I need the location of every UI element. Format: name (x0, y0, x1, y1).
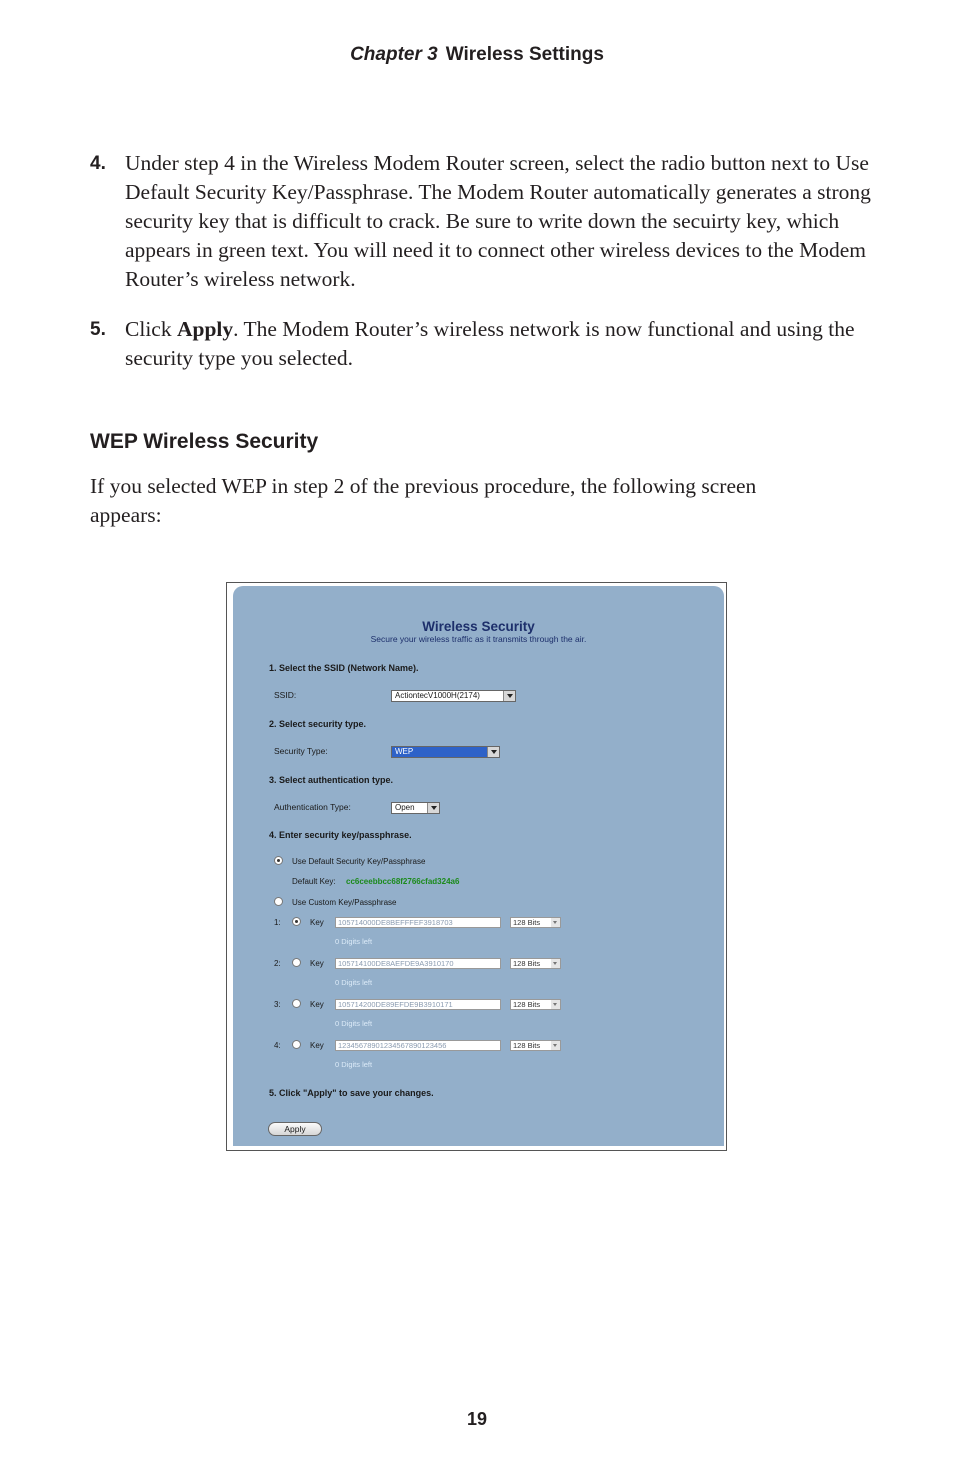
security-type-label: Security Type: (274, 746, 328, 756)
chapter-label: Chapter 3 (350, 44, 438, 65)
key-3-digits-left: 0 Digits left (335, 1019, 373, 1028)
key-4-digits-left: 0 Digits left (335, 1060, 373, 1069)
custom-key-option-label: Use Custom Key/Passphrase (292, 898, 397, 907)
step3-heading: 3. Select authentication type. (269, 775, 394, 785)
chevron-down-icon[interactable] (503, 691, 515, 701)
key-index: 3: (274, 1000, 281, 1009)
section-heading: WEP Wireless Security (90, 430, 319, 453)
key-4-input[interactable]: 12345678901234567890123456 (335, 1040, 501, 1051)
bits-value: 128 Bits (513, 918, 541, 927)
key-1-digits-left: 0 Digits left (335, 937, 373, 946)
step-4 (90, 149, 880, 294)
chapter-title: Wireless Settings (445, 44, 604, 65)
key-index: 1: (274, 918, 281, 927)
auth-type-label: Authentication Type: (274, 802, 351, 812)
bits-value: 128 Bits (513, 1041, 541, 1050)
chevron-down-icon[interactable] (551, 959, 560, 968)
default-key-radio[interactable] (274, 856, 283, 865)
step2-heading: 2. Select security type. (269, 719, 367, 729)
ssid-label: SSID: (274, 690, 297, 700)
bits-value: 128 Bits (513, 959, 541, 968)
key-3-input[interactable]: 105714200DE89EFDE9B3910171 (335, 999, 501, 1010)
auth-type-select[interactable] (391, 802, 440, 814)
step-5 (90, 315, 880, 373)
key-3-bits-select[interactable] (510, 999, 561, 1010)
running-header (0, 44, 954, 66)
panel-subtitle: Secure your wireless traffic as it transmits through the air. (370, 634, 587, 644)
step5-heading: 5. Click "Apply" to save your changes. (269, 1088, 434, 1098)
key-4-radio[interactable] (292, 1040, 301, 1049)
key-1-input[interactable]: 105714000DE8BEFFFEF3918703 (335, 917, 501, 928)
bits-value: 128 Bits (513, 1000, 541, 1009)
security-type-value: WEP (395, 747, 414, 756)
custom-key-radio[interactable] (274, 897, 283, 906)
wireless-security-panel (233, 586, 724, 1146)
step-text: Under step 4 in the Wireless Modem Router screen, select the radio button next to Use Default Security Key/Passphrase. The Modem Router automatically generates a strong security key that is difficult to crack. Be sure to write down the secuirty key, which appears in green text. You will need it to connect other wireless devices to the Modem Router’s wireless network. (125, 151, 871, 291)
page-number: 19 (466, 1409, 488, 1429)
key-2-input[interactable]: 105714100DE8AEFDE9A3910170 (335, 958, 501, 969)
security-type-select[interactable] (391, 746, 500, 758)
key-index: 4: (274, 1041, 281, 1050)
step-text (125, 315, 880, 373)
apply-button[interactable]: Apply (268, 1122, 322, 1136)
ssid-select[interactable] (391, 690, 516, 702)
step-text-prefix: Click (125, 317, 177, 341)
default-key-value: cc6ceebbcc68f2766cfad324a6 (346, 877, 460, 886)
step-number: 5. (90, 319, 106, 340)
chevron-down-icon[interactable] (551, 1000, 560, 1009)
key-label: Key (310, 918, 324, 927)
step1-heading: 1. Select the SSID (Network Name). (269, 663, 419, 673)
step4-heading: 4. Enter security key/passphrase. (269, 830, 412, 840)
apply-keyword: Apply (176, 317, 234, 341)
key-2-bits-select[interactable] (510, 958, 561, 969)
chevron-down-icon[interactable] (551, 1041, 560, 1050)
key-label: Key (310, 1041, 324, 1050)
panel-title: Wireless Security (422, 619, 535, 634)
chevron-down-icon[interactable] (487, 747, 499, 757)
section-intro: If you selected WEP in step 2 of the previous procedure, the following screen appears: (90, 474, 757, 527)
default-key-option-label: Use Default Security Key/Passphrase (292, 857, 426, 866)
auth-type-value: Open (395, 803, 415, 812)
key-2-digits-left: 0 Digits left (335, 978, 373, 987)
key-index: 2: (274, 959, 281, 968)
key-2-radio[interactable] (292, 958, 301, 967)
key-label: Key (310, 959, 324, 968)
ssid-value: ActiontecV1000H(2174) (395, 691, 480, 700)
key-1-bits-select[interactable] (510, 917, 561, 928)
default-key-label: Default Key: (292, 877, 336, 886)
step-number: 4. (90, 153, 106, 174)
key-1-radio[interactable] (292, 917, 301, 926)
wireless-security-screenshot (226, 582, 727, 1151)
key-3-radio[interactable] (292, 999, 301, 1008)
chevron-down-icon[interactable] (427, 803, 439, 813)
step-text-suffix: . The Modem Router’s wireless network is now functional and using the security type you selected. (125, 317, 855, 370)
key-4-bits-select[interactable] (510, 1040, 561, 1051)
chevron-down-icon[interactable] (551, 918, 560, 927)
key-label: Key (310, 1000, 324, 1009)
